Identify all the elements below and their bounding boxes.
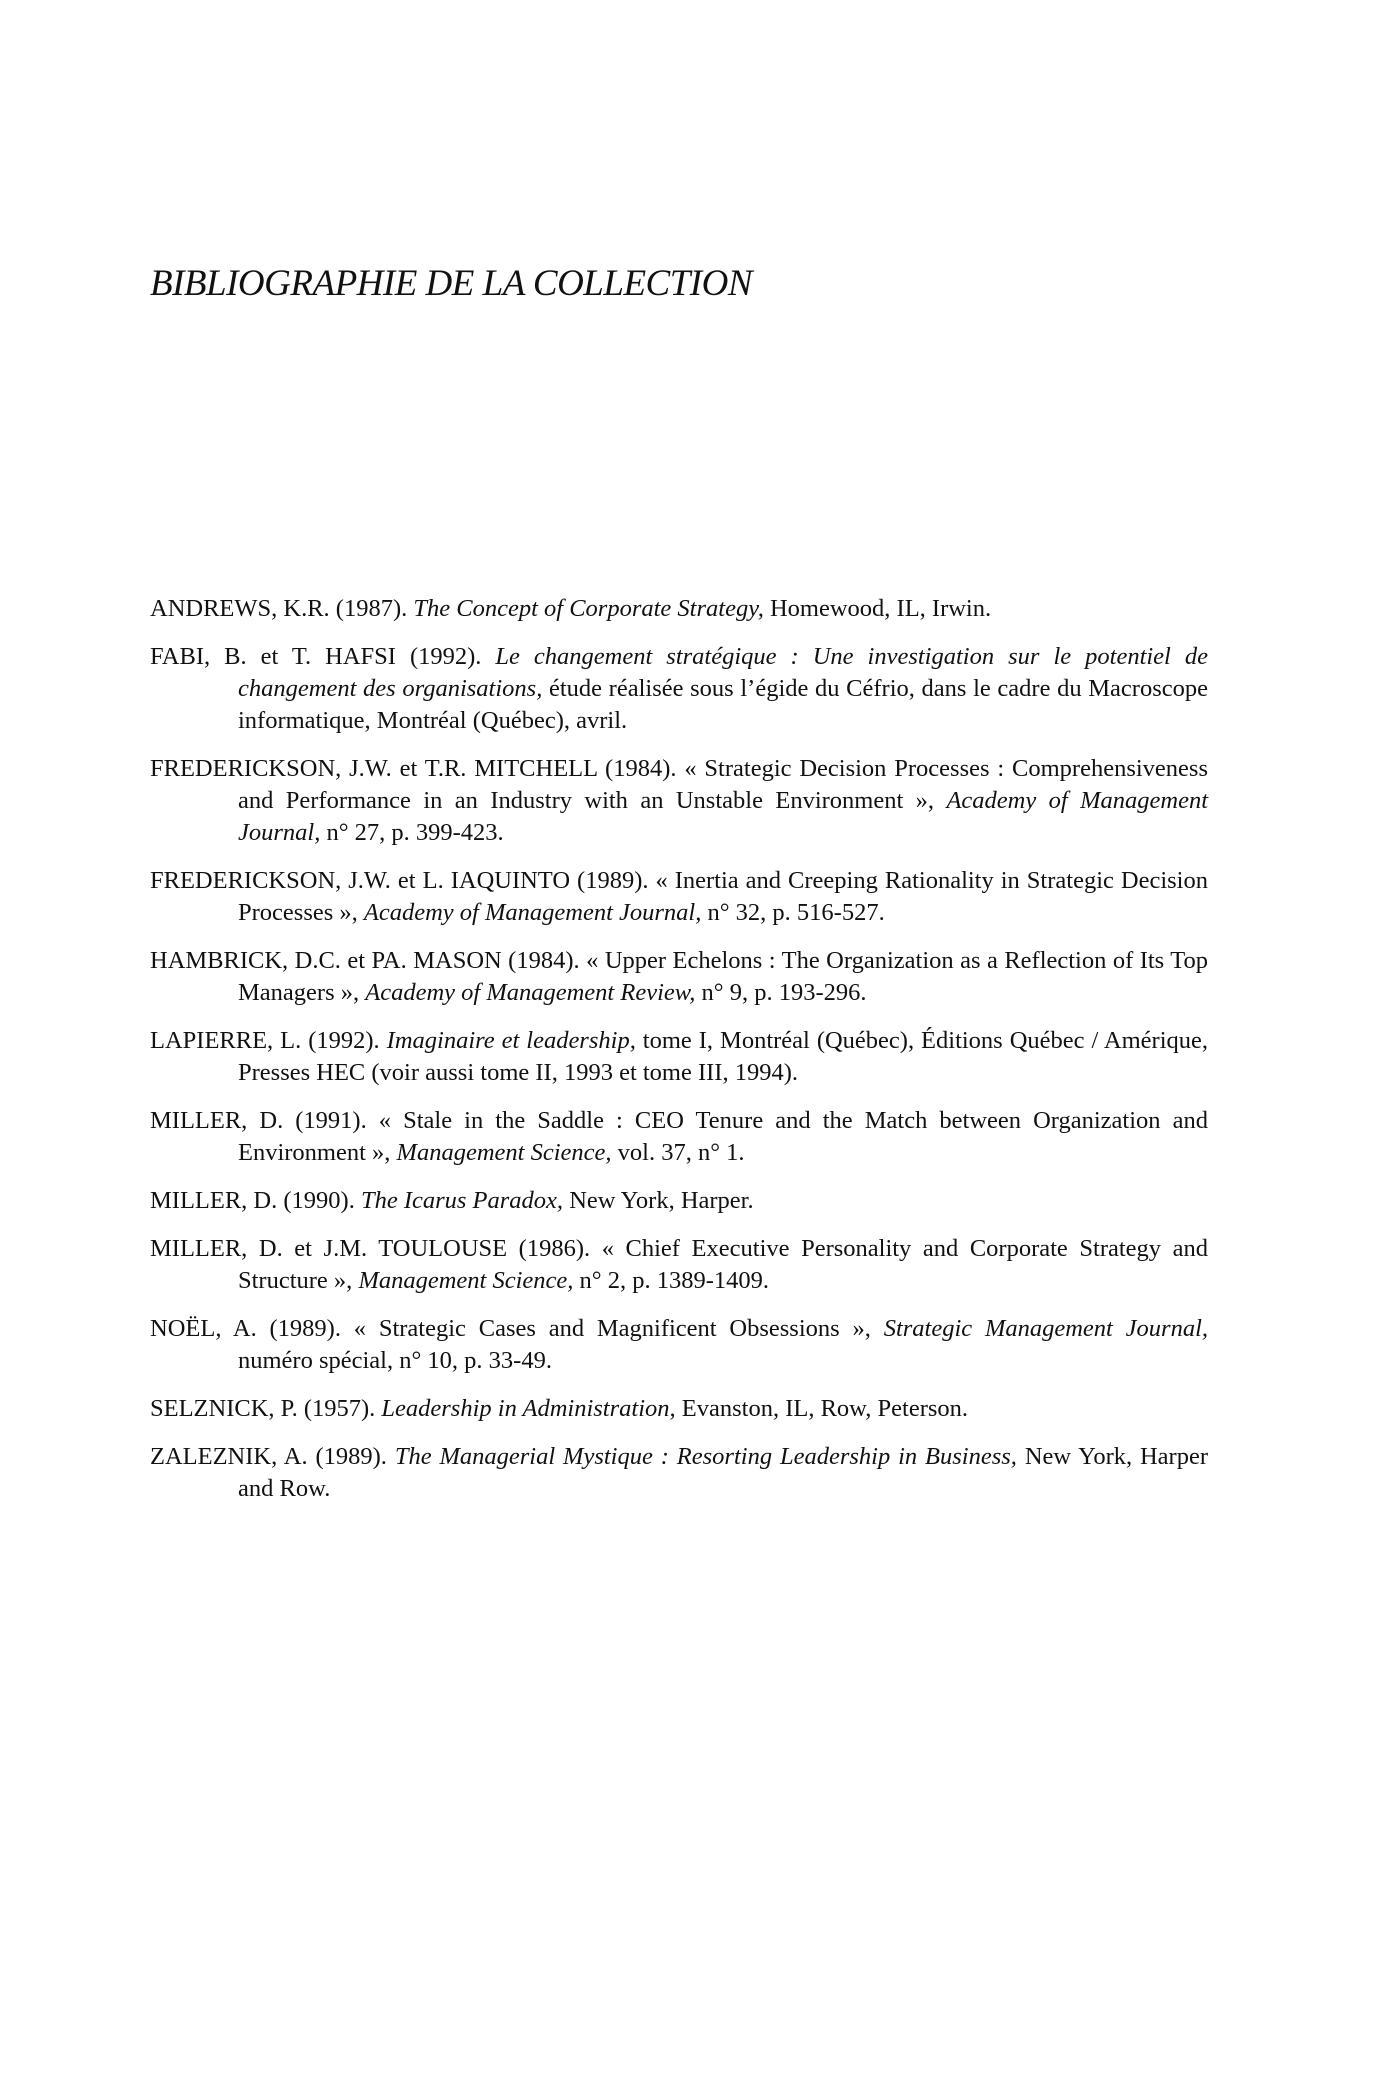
bibliography-entry-selznick [150, 1393, 1208, 1425]
entry-article-title: « Inertia and Creeping Rationality in Strategic Decision Processes », [238, 867, 1208, 926]
entry-journal: Academy of Management Journal, [238, 787, 1209, 846]
entry-details: numéro spécial, n° 10, p. 33-49. [238, 1347, 552, 1374]
entry-details: n° 9, p. 193-296. [695, 979, 867, 1006]
entry-title: Le changement stratégique : Une investigation sur le potentiel de changement des organisations, [238, 643, 1208, 702]
entry-details: Homewood, IL, Irwin. [763, 595, 992, 622]
entry-journal: Management Science, [358, 1267, 574, 1294]
entry-author: MILLER, D. et J.M. TOULOUSE (1986). [150, 1235, 602, 1262]
entry-title: The Concept of Corporate Strategy, [413, 595, 764, 622]
page-title: BIBLIOGRAPHIE DE LA COLLECTION [150, 263, 753, 304]
entry-details: New York, Harper and Row. [238, 1443, 1209, 1502]
entry-details: New York, Harper. [563, 1187, 754, 1214]
entry-journal: Academy of Management Review, [365, 979, 696, 1006]
entry-details: étude réalisée sous l’égide du Céfrio, dans le cadre du Macroscope informatique, Montréal (Québec), avril. [238, 675, 1208, 734]
bibliography-entry-hambrick-mason [150, 945, 1208, 1009]
entry-journal: Management Science, [396, 1139, 612, 1166]
entry-details: n° 27, p. 399-423. [320, 819, 504, 846]
bibliography-entry-fabi-hafsi [150, 641, 1208, 737]
entry-title: The Managerial Mystique : Resorting Leadership in Business, [394, 1443, 1017, 1470]
bibliography-list [150, 593, 1208, 1521]
entry-author: MILLER, D. (1991). [150, 1107, 379, 1134]
entry-journal: Strategic Management Journal, [883, 1315, 1209, 1342]
entry-title: Leadership in Administration, [381, 1395, 676, 1422]
entry-author: FREDERICKSON, J.W. et L. IAQUINTO (1989). [150, 867, 656, 894]
entry-details: Evanston, IL, Row, Peterson. [675, 1395, 969, 1422]
bibliography-entry-frederickson-iaquinto [150, 865, 1208, 929]
entry-author: HAMBRICK, D.C. et PA. MASON (1984). [150, 947, 587, 974]
entry-author: ANDREWS, K.R. (1987). [150, 595, 414, 622]
entry-details: tome I, Montréal (Québec), Éditions Québec / Amérique, Presses HEC (voir aussi tome II, 1993 et tome III, 1994). [238, 1027, 1209, 1086]
bibliography-entry-noel [150, 1313, 1208, 1377]
entry-article-title: « Stale in the Saddle : CEO Tenure and the Match between Organization and Environment », [238, 1107, 1208, 1166]
entry-author: SELZNICK, P. (1957). [150, 1395, 382, 1422]
bibliography-entry-miller-1991 [150, 1105, 1208, 1169]
entry-details: n° 2, p. 1389-1409. [573, 1267, 769, 1294]
entry-author: ZALEZNIK, A. (1989). [150, 1443, 395, 1470]
entry-article-title: « Strategic Cases and Magnificent Obsessions », [353, 1315, 884, 1342]
entry-journal: Academy of Management Journal, [363, 899, 702, 926]
entry-details: n° 32, p. 516-527. [701, 899, 885, 926]
entry-author: LAPIERRE, L. (1992). [150, 1027, 387, 1054]
bibliography-entry-frederickson-mitchell [150, 753, 1208, 849]
bibliography-entry-miller-toulouse [150, 1233, 1208, 1297]
entry-author: NOËL, A. (1989). [150, 1315, 354, 1342]
entry-details: vol. 37, n° 1. [611, 1139, 745, 1166]
entry-title: The Icarus Paradox, [360, 1187, 564, 1214]
entry-title: Imaginaire et leadership, [386, 1027, 636, 1054]
bibliography-entry-andrews [150, 593, 1208, 625]
bibliography-entry-lapierre [150, 1025, 1208, 1089]
entry-author: FABI, B. et T. HAFSI (1992). [150, 643, 496, 670]
entry-author: FREDERICKSON, J.W. et T.R. MITCHELL (1984). [150, 755, 685, 782]
entry-article-title: « Strategic Decision Processes : Comprehensiveness and Performance in an Industry with an Unstable Environment », [238, 755, 1208, 814]
entry-article-title: « Upper Echelons : The Organization as a Reflection of Its Top Managers », [238, 947, 1208, 1006]
entry-article-title: « Chief Executive Personality and Corporate Strategy and Structure », [238, 1235, 1208, 1294]
bibliography-entry-zaleznik [150, 1441, 1208, 1505]
entry-author: MILLER, D. (1990). [150, 1187, 361, 1214]
bibliography-entry-miller-1990 [150, 1185, 1208, 1217]
